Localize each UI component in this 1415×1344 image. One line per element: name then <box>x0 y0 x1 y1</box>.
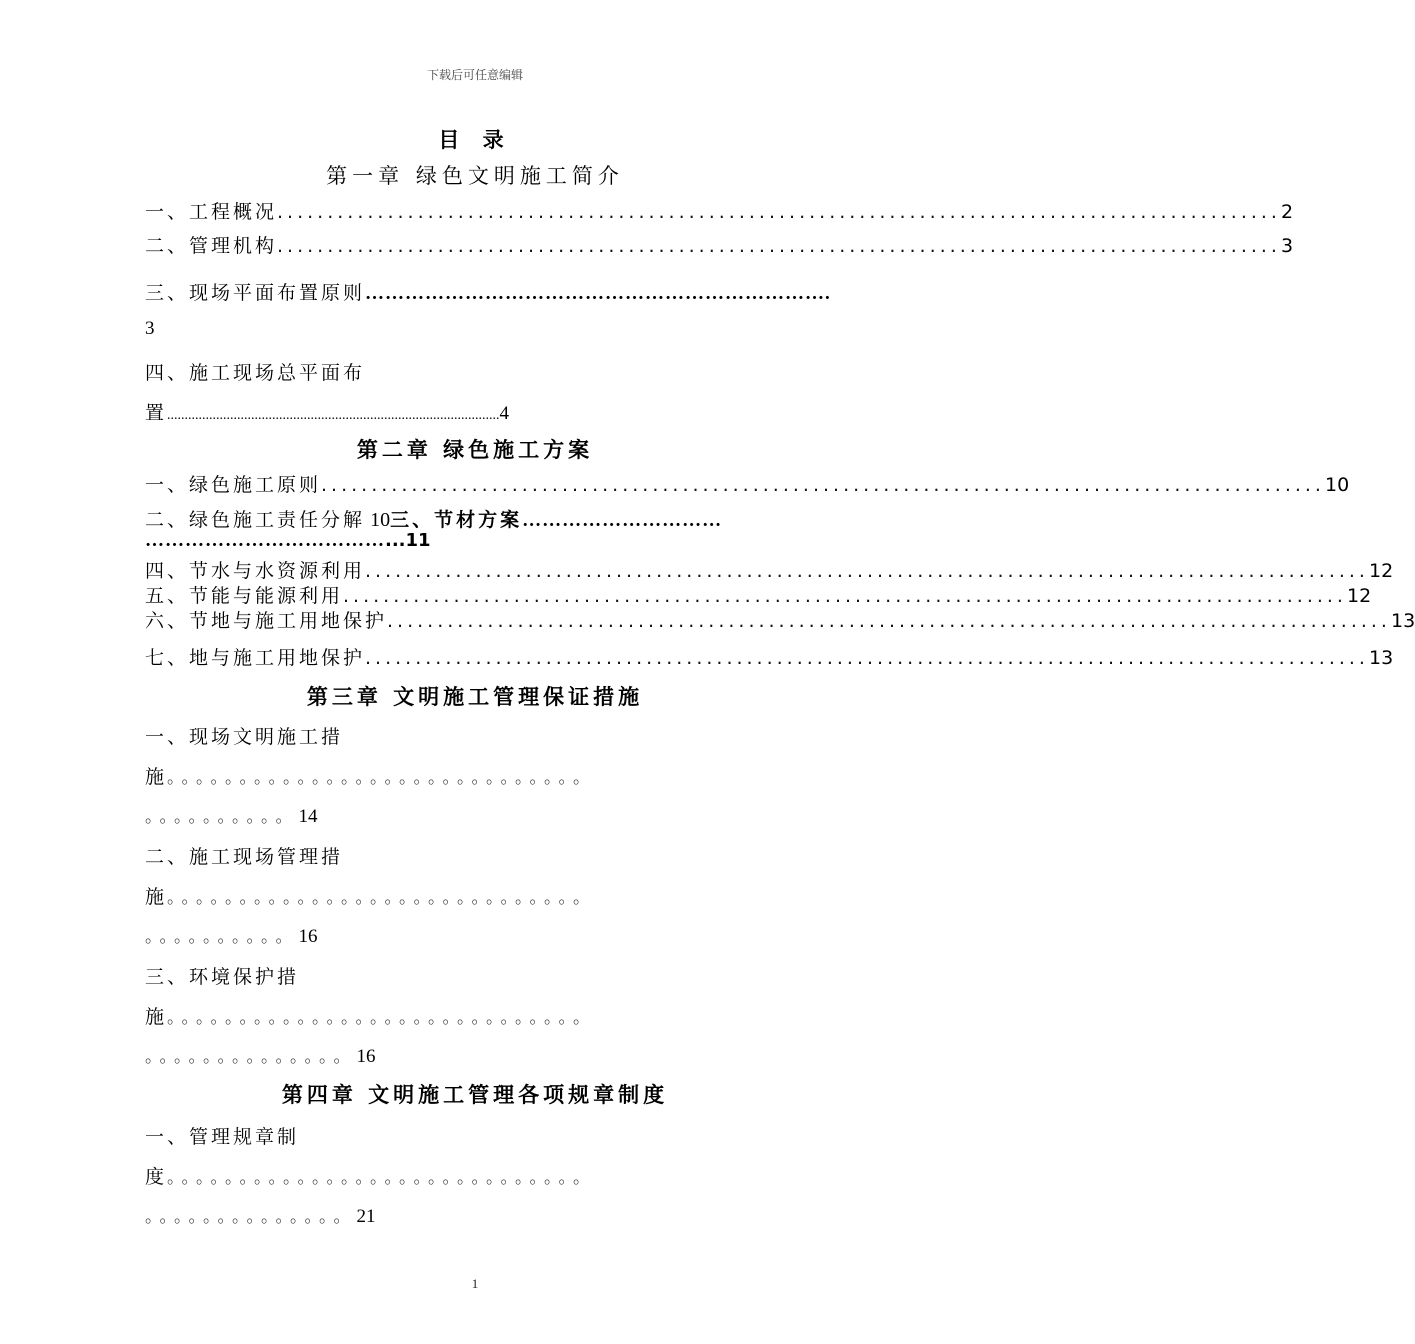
dot-leader: .................................................................................................... <box>365 560 1369 582</box>
toc-entry-continued[interactable]: 置...............................................................................................4 <box>145 402 510 424</box>
dot-leader: 。。。。。。。。。。。。。。 <box>145 1047 357 1067</box>
toc-entry-continued[interactable]: 施。。。。。。。。。。。。。。。。。。。。。。。。。。。。。 <box>145 766 597 788</box>
chapter-3-heading: 第三章 文明施工管理保证措施 <box>306 684 644 709</box>
toc-entry[interactable]: 一、管理规章制 <box>145 1126 300 1148</box>
toc-entry[interactable]: 一、工程概况 .................................................................................................... 2 <box>145 201 1294 223</box>
dot-leader: .................................................................................................... <box>387 610 1391 632</box>
toc-entry[interactable]: 三、现场平面布置原则……………………………………………………………. <box>145 282 831 304</box>
toc-entry[interactable]: 二、管理机构 .................................................................................................... 3 <box>145 235 1294 257</box>
dot-leader: .................................................................................................... <box>365 647 1369 669</box>
dot-leader: ............................................................................................... <box>167 408 500 423</box>
toc-entry-continued[interactable]: 施。。。。。。。。。。。。。。。。。。。。。。。。。。。。。 <box>145 1006 597 1028</box>
dot-leader: 。。。。。。。。。。 <box>145 807 299 827</box>
toc-entry-continued[interactable]: 。。。。。。。。。。16 <box>145 926 318 947</box>
page-header: 下载后可任意编辑 <box>426 68 523 82</box>
toc-entry[interactable]: 一、现场文明施工措 <box>145 726 344 748</box>
dot-leader: .................................................................................................... <box>343 585 1347 607</box>
dot-leader: .................................................................................................... <box>321 474 1325 496</box>
chapter-1-heading: 第一章 绿色文明施工简介 <box>326 164 624 188</box>
toc-entry[interactable]: 二、绿色施工责任分解 10三、节材方案………………………… <box>145 509 723 531</box>
chapter-4-heading: 第四章 文明施工管理各项规章制度 <box>281 1082 669 1107</box>
toc-entry[interactable]: 五、节能与能源利用 .................................................................................................... 12 <box>145 585 1372 607</box>
dot-leader: 。。。。。。。。。。。。。。 <box>145 1207 357 1227</box>
dot-leader: ………………………… <box>522 510 723 531</box>
toc-title: 目 录 <box>438 127 512 152</box>
dot-leader: 。。。。。。。。。。。。。。。。。。。。。。。。。。。。。 <box>167 768 597 788</box>
toc-entry[interactable]: 四、施工现场总平面布 <box>145 362 366 384</box>
toc-entry-continued[interactable]: ………………………………...11 <box>145 530 431 551</box>
toc-entry[interactable]: 二、施工现场管理措 <box>145 846 344 868</box>
page-number: 1 <box>471 1276 479 1291</box>
toc-entry[interactable]: 六、节地与施工用地保护 .................................................................................................... 13 <box>145 610 1415 632</box>
dot-leader: 。。。。。。。。。。。。。。。。。。。。。。。。。。。。。 <box>167 1008 597 1028</box>
toc-entry[interactable]: 四、节水与水资源利用 .................................................................................................... 12 <box>145 560 1394 582</box>
dot-leader: 。。。。。。。。。。 <box>145 927 299 947</box>
toc-entry[interactable]: 一、绿色施工原则 .................................................................................................... 10 <box>145 474 1350 496</box>
toc-entry-continued[interactable]: 施。。。。。。。。。。。。。。。。。。。。。。。。。。。。。 <box>145 886 597 908</box>
toc-page-number: 3 <box>145 318 155 339</box>
toc-entry-continued[interactable]: 。。。。。。。。。。。。。。16 <box>145 1046 376 1067</box>
dot-leader: …………………………………………………………… <box>365 283 826 304</box>
dot-leader: ……………………………… <box>145 530 385 551</box>
toc-entry-continued[interactable]: 度。。。。。。。。。。。。。。。。。。。。。。。。。。。。。 <box>145 1166 597 1188</box>
toc-entry[interactable]: 七、地与施工用地保护 .................................................................................................... 13 <box>145 647 1394 669</box>
chapter-2-heading: 第二章 绿色施工方案 <box>356 437 594 462</box>
dot-leader: 。。。。。。。。。。。。。。。。。。。。。。。。。。。。。 <box>167 888 597 908</box>
toc-entry-continued[interactable]: 。。。。。。。。。。14 <box>145 806 318 827</box>
dot-leader: .................................................................................................... <box>277 235 1281 257</box>
toc-entry-continued[interactable]: 。。。。。。。。。。。。。。21 <box>145 1206 376 1227</box>
dot-leader: .................................................................................................... <box>277 201 1281 223</box>
toc-entry[interactable]: 三、环境保护措 <box>145 966 300 988</box>
dot-leader: 。。。。。。。。。。。。。。。。。。。。。。。。。。。。。 <box>167 1168 597 1188</box>
